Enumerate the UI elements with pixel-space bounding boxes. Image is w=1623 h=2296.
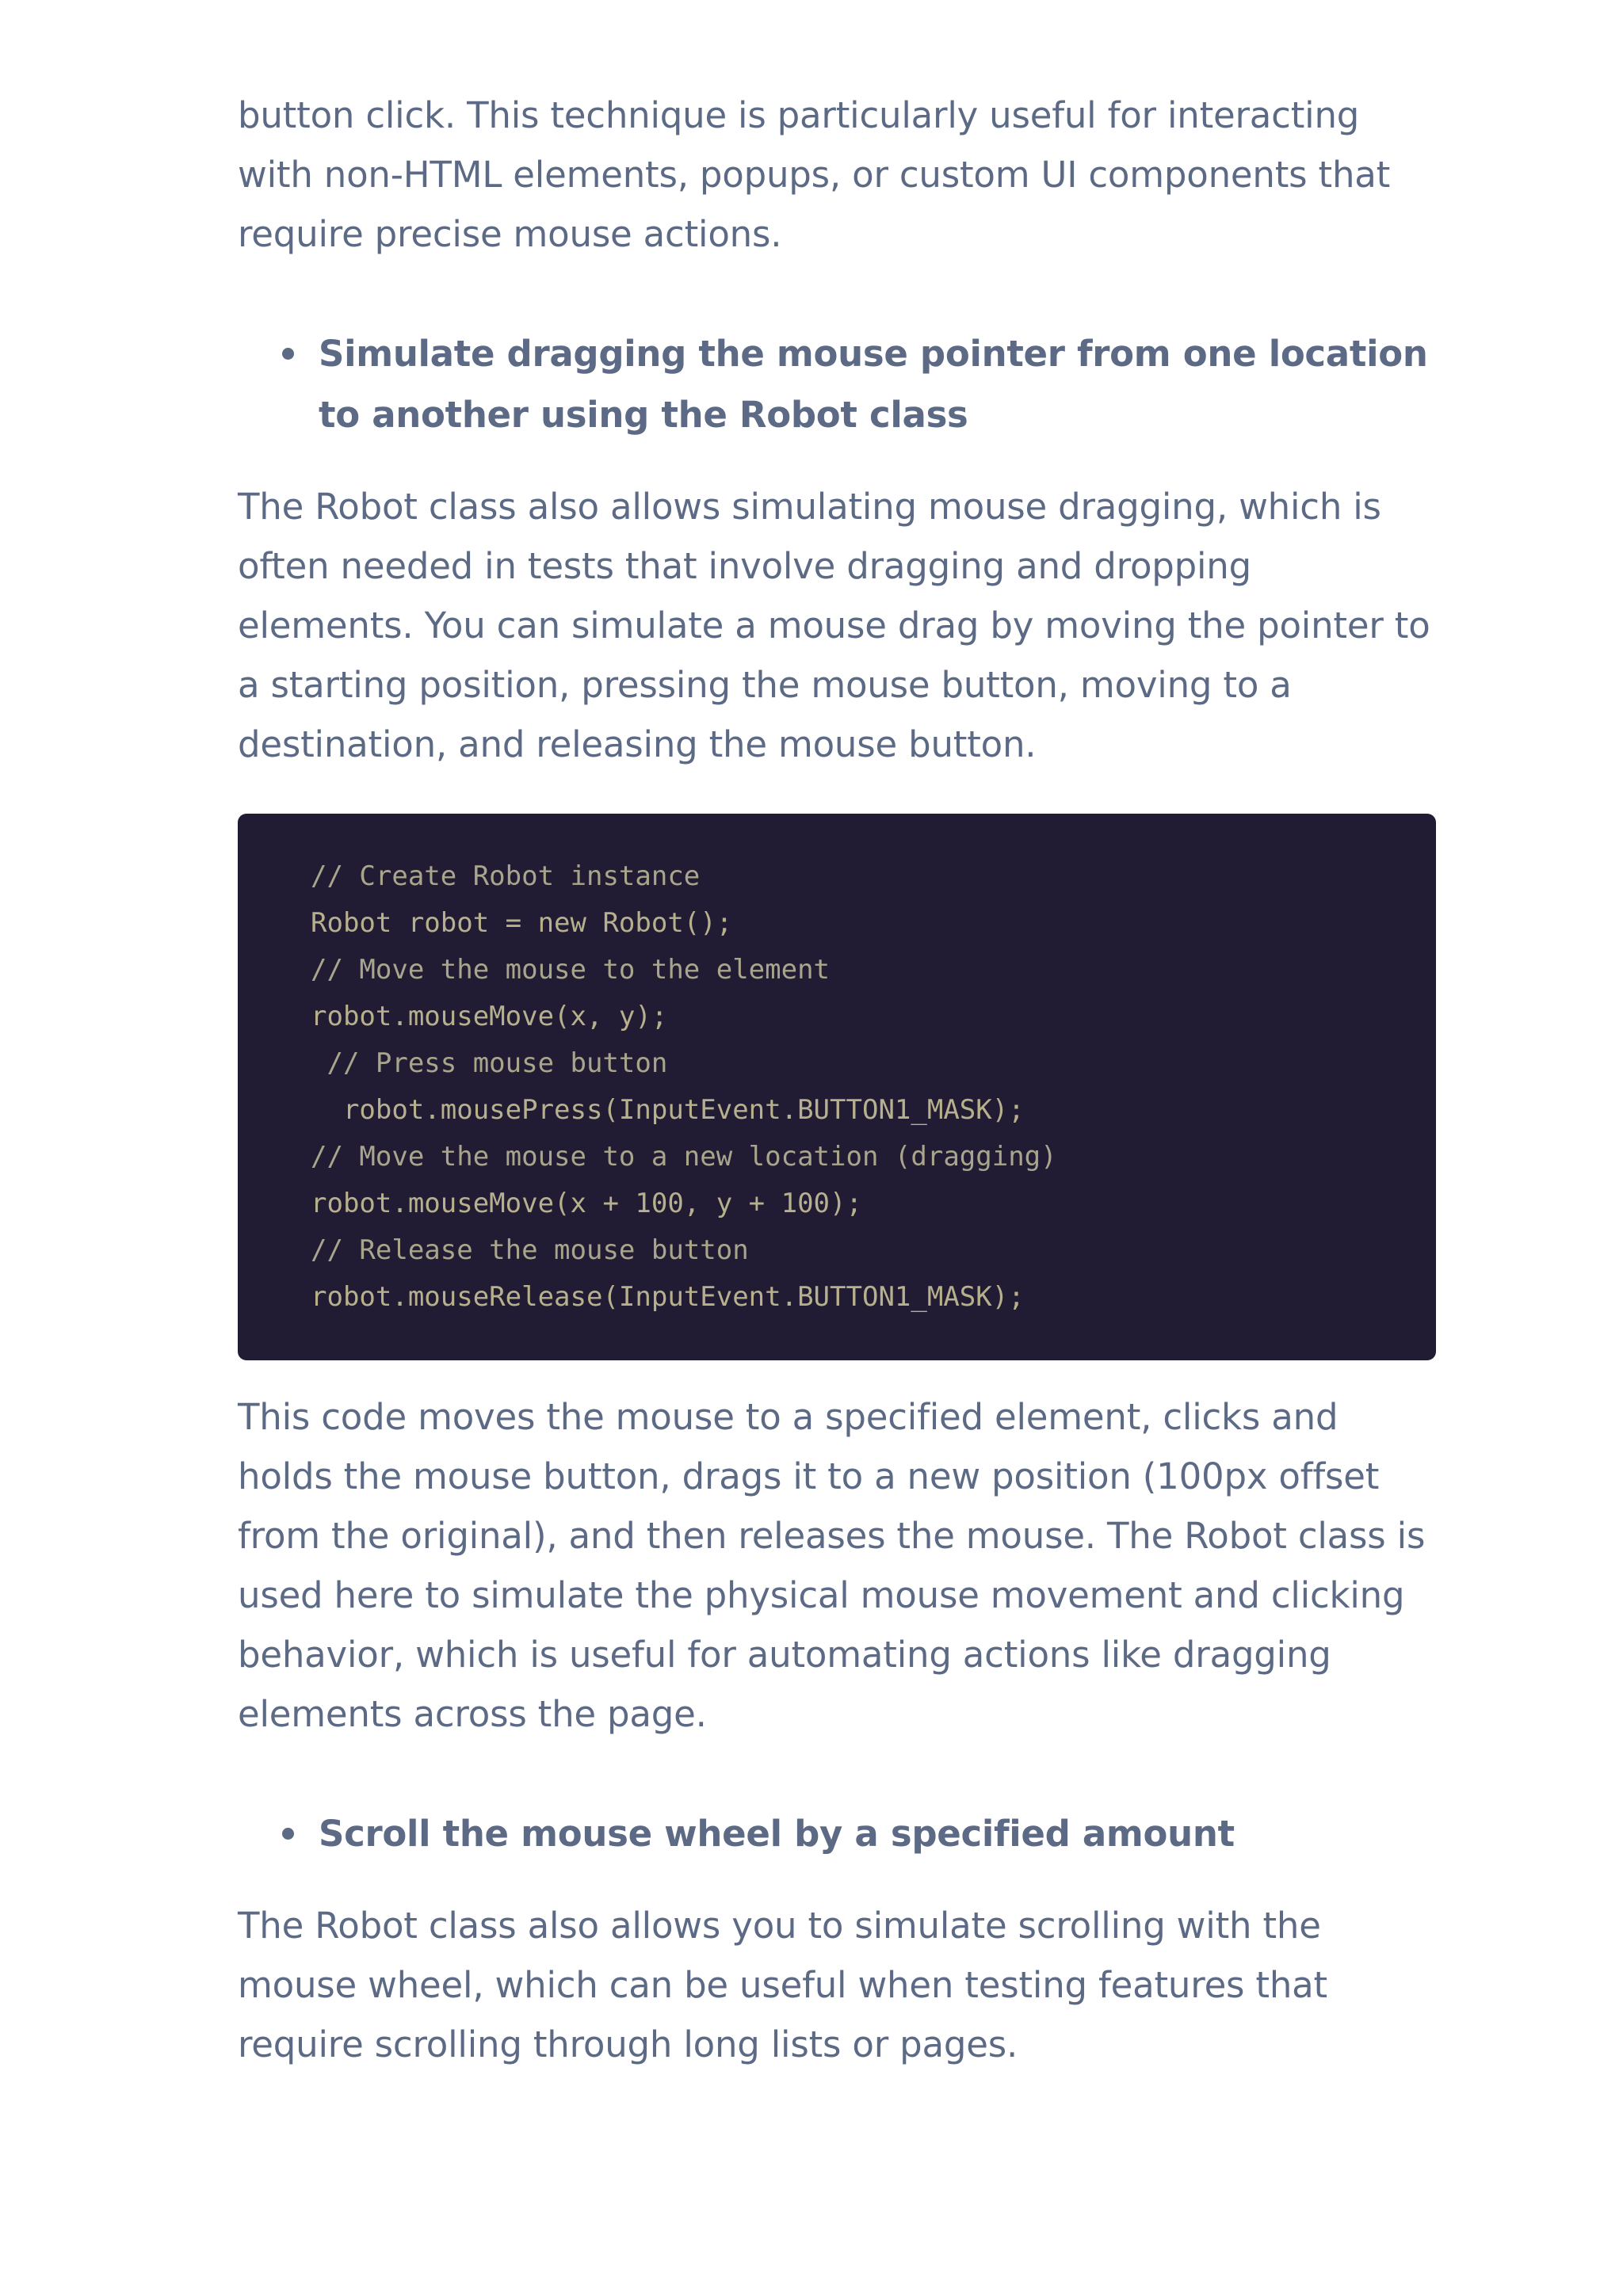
code-line: // Release the mouse button bbox=[311, 1234, 749, 1266]
drag-section-list bbox=[238, 323, 1436, 445]
scroll-section-heading bbox=[238, 1803, 1436, 1864]
code-line: robot.mousePress(InputEvent.BUTTON1_MASK); bbox=[311, 1094, 1025, 1126]
code-line: // Move the mouse to a new location (dragging) bbox=[311, 1141, 1057, 1173]
code-line: // Create Robot instance bbox=[311, 860, 701, 892]
scroll-description: The Robot class also allows you to simulate scrolling with the mouse wheel, which can be useful when testing features that require scrolling through long lists or pages. bbox=[238, 1905, 1327, 2065]
code-line: robot.mouseMove(x, y); bbox=[311, 1001, 668, 1032]
scroll-heading-text: Scroll the mouse wheel by a specified amount bbox=[319, 1813, 1235, 1855]
drag-heading-text: Simulate dragging the mouse pointer from one location to another using the Robot class bbox=[319, 333, 1428, 436]
drag-explanation: This code moves the mouse to a specified element, clicks and holds the mouse button, drags it to a new position (100px offset from the original), and then releases the mouse. The Robot class is used here to simulate the physical mouse movement and clicking behavior, which is useful for automating actions like dragging elements across the page. bbox=[238, 1396, 1426, 1735]
code-line: robot.mouseRelease(InputEvent.BUTTON1_MASK); bbox=[311, 1281, 1025, 1313]
bullet-icon bbox=[282, 348, 294, 360]
scroll-section-list bbox=[238, 1803, 1436, 1864]
code-line: // Press mouse button bbox=[311, 1047, 668, 1079]
code-line: Robot robot = new Robot(); bbox=[311, 907, 733, 939]
drag-description: The Robot class also allows simulating mouse dragging, which is often needed in tests that involve dragging and dropping elements. You can simulate a mouse drag by moving the pointer to a starting position, pressing the mouse button, moving to a destination, and releasing the mouse button. bbox=[238, 486, 1430, 765]
code-block[interactable] bbox=[238, 814, 1436, 1360]
code-line: robot.mouseMove(x + 100, y + 100); bbox=[311, 1188, 862, 1219]
article-body bbox=[238, 86, 1436, 2074]
code-line: // Move the mouse to the element bbox=[311, 954, 831, 986]
intro-paragraph: button click. This technique is particularly useful for interacting with non-HTML elements, popups, or custom UI components that require precise mouse actions. bbox=[238, 94, 1391, 255]
code-content bbox=[311, 853, 1396, 1321]
bullet-icon bbox=[282, 1828, 294, 1840]
drag-section-heading bbox=[238, 323, 1436, 445]
